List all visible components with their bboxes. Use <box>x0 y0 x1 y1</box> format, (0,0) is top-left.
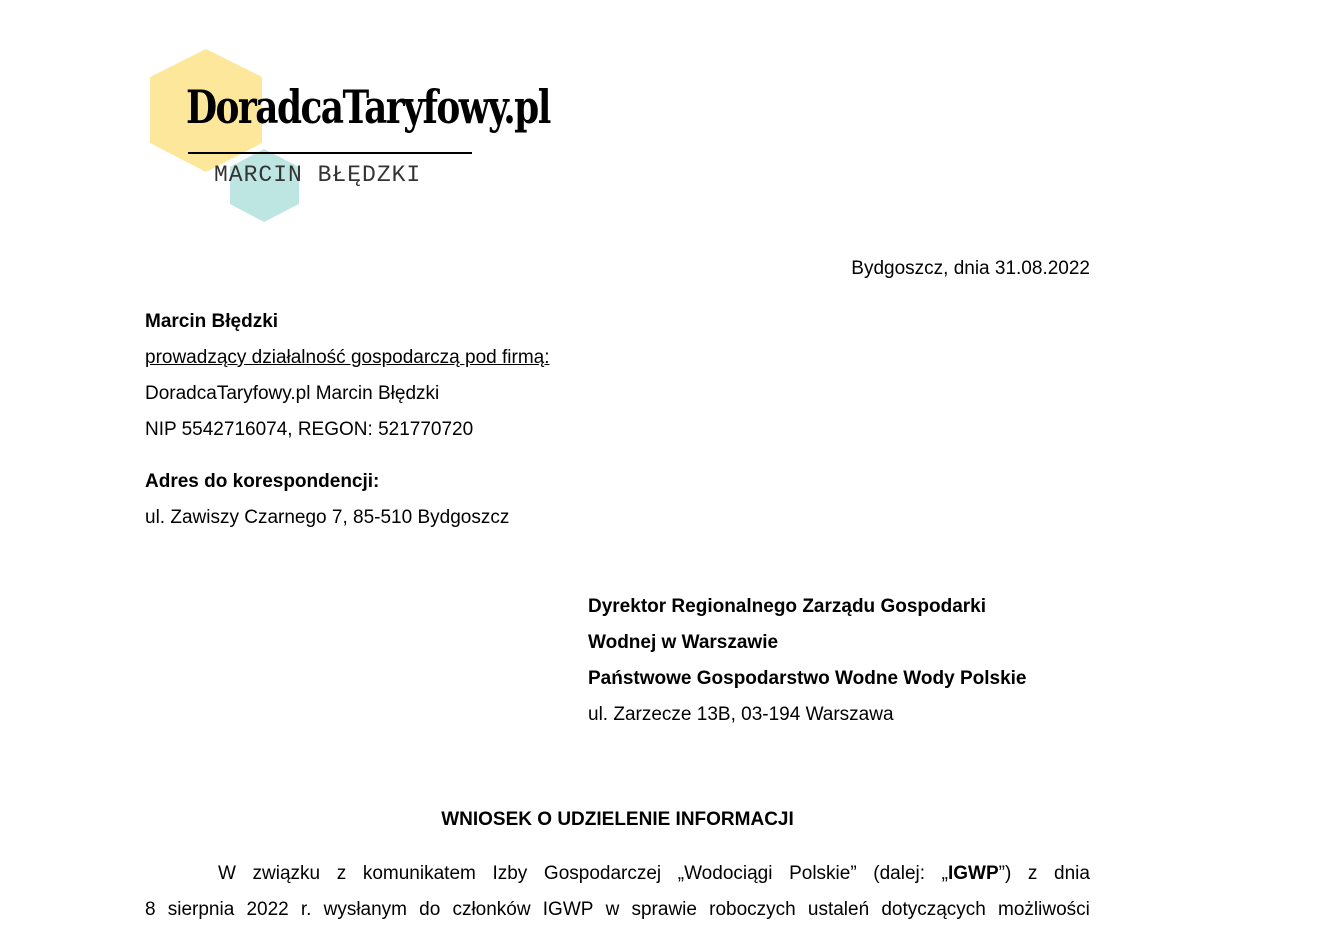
body-word: dotyczących <box>881 899 986 920</box>
addressee-line-3: Państwowe Gospodarstwo Wodne Wody Polskie <box>588 668 1027 689</box>
body-word: Izby <box>492 863 528 884</box>
body-word: możliwości <box>998 899 1090 920</box>
body-word: związku <box>252 863 321 884</box>
body-word: z <box>336 863 347 884</box>
addressee-address: ul. Zarzecze 13B, 03-194 Warszawa <box>588 704 894 725</box>
company-logo <box>148 46 550 226</box>
logo-owner-name: MARCIN BŁĘDZKI <box>214 162 422 188</box>
body-bold-abbrev: IGWP <box>947 863 999 884</box>
addressee-block <box>588 596 1026 740</box>
body-word: z <box>1027 863 1038 884</box>
logo-divider <box>188 152 472 154</box>
body-word: IGWP <box>542 899 594 920</box>
body-word: Gospodarczej <box>543 863 662 884</box>
sender-business-line: prowadzący działalność gospodarczą pod firmą: <box>145 347 550 368</box>
body-word: 2022 <box>246 899 289 920</box>
sender-name: Marcin Błędzki <box>145 311 279 332</box>
body-word: sprawie <box>631 899 697 920</box>
logo-hexagons <box>148 46 488 226</box>
body-word: dnia <box>1054 863 1090 884</box>
document-title: WNIOSEK O UDZIELENIE INFORMACJI <box>441 809 794 830</box>
body-abbrev <box>942 861 1012 887</box>
body-word: (dalej: <box>873 863 926 884</box>
body-line-2 <box>145 897 1090 923</box>
correspondence-heading: Adres do korespondencji: <box>145 471 380 492</box>
body-line-1 <box>145 861 1090 887</box>
quote-close: ”) <box>998 863 1012 884</box>
body-word: Polskie” <box>789 863 857 884</box>
addressee-line-2: Wodnej w Warszawie <box>588 632 779 653</box>
body-word: do <box>419 899 441 920</box>
body-word: roboczych <box>709 899 796 920</box>
body-word: w <box>605 899 620 920</box>
body-word: r. <box>300 899 312 920</box>
body-word: sierpnia <box>167 899 235 920</box>
date-line: Bydgoszcz, dnia 31.08.2022 <box>851 258 1090 279</box>
body-word: 8 <box>145 899 156 920</box>
logo-brand-text: DoradcaTaryfowy.pl <box>186 80 550 134</box>
correspondence-address: ul. Zawiszy Czarnego 7, 85-510 Bydgoszcz <box>145 507 510 528</box>
body-word: członków <box>452 899 531 920</box>
sender-company: DoradcaTaryfowy.pl Marcin Błędzki <box>145 383 440 404</box>
body-word: wysłanym <box>323 899 407 920</box>
correspondence-block <box>145 471 509 543</box>
sender-block <box>145 311 550 455</box>
sender-ids: NIP 5542716074, REGON: 521770720 <box>145 419 474 440</box>
body-word: W <box>218 863 236 884</box>
quote-open: „ <box>941 863 948 884</box>
addressee-line-1: Dyrektor Regionalnego Zarządu Gospodarki <box>588 596 987 617</box>
body-word: ustaleń <box>807 899 870 920</box>
body-word: „Wodociągi <box>677 863 773 884</box>
body-word: komunikatem <box>362 863 476 884</box>
